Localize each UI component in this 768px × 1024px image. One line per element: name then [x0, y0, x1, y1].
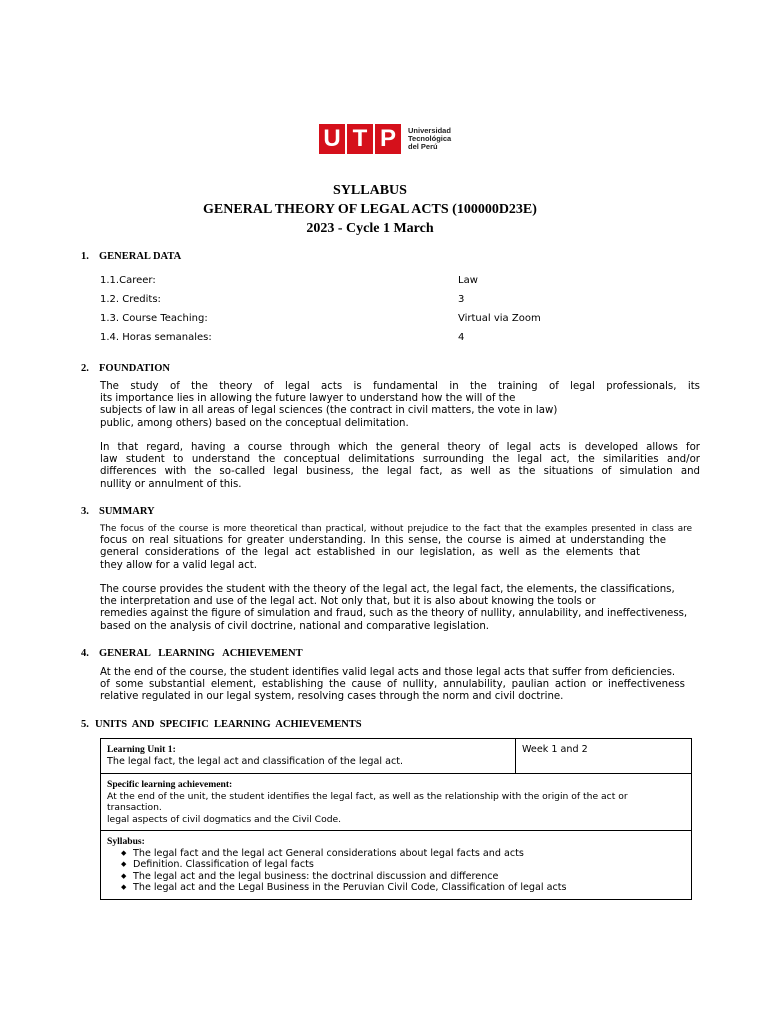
learning-units-table	[100, 738, 692, 900]
unit-week: Week 1 and 2	[522, 744, 588, 755]
foundation-paragraph-1	[100, 381, 700, 430]
text-line: the interpretation and use of the legal act. Not only that, but it is also about knowing the tools or	[100, 596, 596, 608]
section-number: 4.	[81, 648, 89, 659]
section-foundation-heading	[81, 363, 170, 374]
text-line: remedies against the figure of simulation and fraud, such as the theory of nullity, annulability, and ineffectiveness,	[100, 608, 688, 620]
data-value-hours: 4	[458, 332, 465, 343]
unit-title: The legal fact, the legal act and classification of the legal act.	[107, 755, 404, 767]
unit-cell	[101, 739, 516, 774]
list-item: ◆ The legal fact and the legal act General considerations about legal facts and acts	[121, 848, 685, 860]
text-line: subjects of law in all areas of legal sciences (the contract in civil matters, the vote in law)	[100, 405, 558, 417]
utp-logo	[319, 124, 451, 154]
logo-university-name	[408, 127, 451, 151]
data-label-career: 1.1.Career:	[100, 275, 156, 286]
section-title: UNITS AND SPECIFIC LEARNING ACHIEVEMENTS	[95, 719, 362, 730]
text-line: relative regulated in our legal system, resolving cases through the norm and civil doctrine.	[100, 691, 564, 703]
specific-achievement-cell	[101, 774, 692, 831]
text-line: nullity or annulment of this.	[100, 478, 242, 490]
logo-text-line: del Perú	[408, 142, 438, 151]
text-line: The focus of the course is more theoretical than practical, without prejudice to the fact that the examples presented in class are	[100, 524, 692, 534]
list-item: ◆ The legal act and the legal business: the doctrinal discussion and difference	[121, 871, 685, 883]
section-title: FOUNDATION	[99, 363, 170, 374]
table-row	[101, 831, 692, 900]
logo-letter-u: U	[319, 124, 345, 154]
section-title: SUMMARY	[99, 506, 155, 517]
section-number: 5.	[81, 719, 89, 730]
specific-achievement-label: Specific learning achievement:	[107, 779, 233, 790]
text-line: based on the analysis of civil doctrine, national and comparative legislation.	[100, 620, 490, 632]
text-line: At the end of the course, the student identifies valid legal acts and those legal acts that suffer from deficiencies.	[100, 667, 676, 678]
section-summary-heading	[81, 506, 155, 517]
section-number: 1.	[81, 251, 89, 262]
week-cell	[516, 739, 692, 774]
table-row	[101, 739, 692, 774]
section-title: GENERAL DATA	[99, 251, 182, 262]
course-cycle: 2023 - Cycle 1 March	[306, 221, 434, 236]
section-title: GENERAL LEARNING ACHIEVEMENT	[99, 648, 303, 659]
text-line: law student to understand the conceptual delimitations surrounding the legal act, the similarities and/or	[100, 454, 700, 466]
course-title: GENERAL THEORY OF LEGAL ACTS (100000D23E)	[203, 202, 537, 217]
section-number: 3.	[81, 506, 89, 517]
text-line: public, among others) based on the conceptual delimitation.	[100, 417, 409, 429]
syllabus-list	[107, 848, 685, 894]
logo-text-line: Universidad	[408, 126, 451, 135]
text-line: differences with the so-called legal business, the legal fact, as well as the situations of simulation and	[100, 466, 700, 478]
text-line: The course provides the student with the theory of the legal act, the legal fact, the elements, the classifications,	[100, 584, 675, 595]
text-line: At the end of the unit, the student identifies the legal fact, as well as the relationship with the origin of the act or transaction.	[107, 790, 628, 813]
text-line: of some substantial element, establishing the cause of nullity, annulability, paulian action or ineffectiveness	[100, 679, 685, 691]
logo-letter-t: T	[347, 124, 373, 154]
section-general-data-heading	[81, 251, 181, 262]
section-achievement-heading	[81, 648, 303, 659]
section-number: 2.	[81, 363, 89, 374]
summary-paragraph-2	[100, 584, 700, 633]
text-line: focus on real situations for greater understanding. In this sense, the course is aimed at understanding the	[100, 535, 666, 547]
data-value-career: Law	[458, 275, 478, 286]
summary-paragraph-1	[100, 523, 692, 572]
foundation-paragraph-2	[100, 442, 700, 491]
syllabus-label: Syllabus:	[107, 836, 145, 847]
logo-letter-p: P	[375, 124, 401, 154]
document-title: SYLLABUS	[333, 183, 407, 198]
list-item: ◆ The legal act and the Legal Business in the Peruvian Civil Code, Classification of legal acts	[121, 882, 685, 894]
text-line: its importance lies in allowing the future lawyer to understand how the will of the	[100, 393, 516, 405]
text-line: they allow for a valid legal act.	[100, 559, 258, 571]
data-label-hours: 1.4. Horas semanales:	[100, 332, 212, 343]
data-value-credits: 3	[458, 294, 465, 305]
data-label-credits: 1.2. Credits:	[100, 294, 161, 305]
list-item: ◆ Definition. Classification of legal facts	[121, 859, 685, 871]
data-label-teaching: 1.3. Course Teaching:	[100, 313, 208, 324]
data-value-teaching: Virtual via Zoom	[458, 313, 541, 324]
section-units-heading	[81, 719, 362, 730]
syllabus-cell	[101, 831, 692, 900]
text-line: general considerations of the legal act established in our legislation, as well as the elements that	[100, 547, 640, 559]
table-row	[101, 774, 692, 831]
unit-label: Learning Unit 1:	[107, 744, 176, 755]
text-line: The study of the theory of legal acts is fundamental in the training of legal professionals, its	[100, 381, 700, 392]
logo-text-line: Tecnológica	[408, 134, 452, 143]
text-line: In that regard, having a course through which the general theory of legal acts is developed allows for	[100, 442, 700, 453]
achievement-paragraph	[100, 667, 700, 704]
text-line: legal aspects of civil dogmatics and the Civil Code.	[107, 813, 342, 825]
